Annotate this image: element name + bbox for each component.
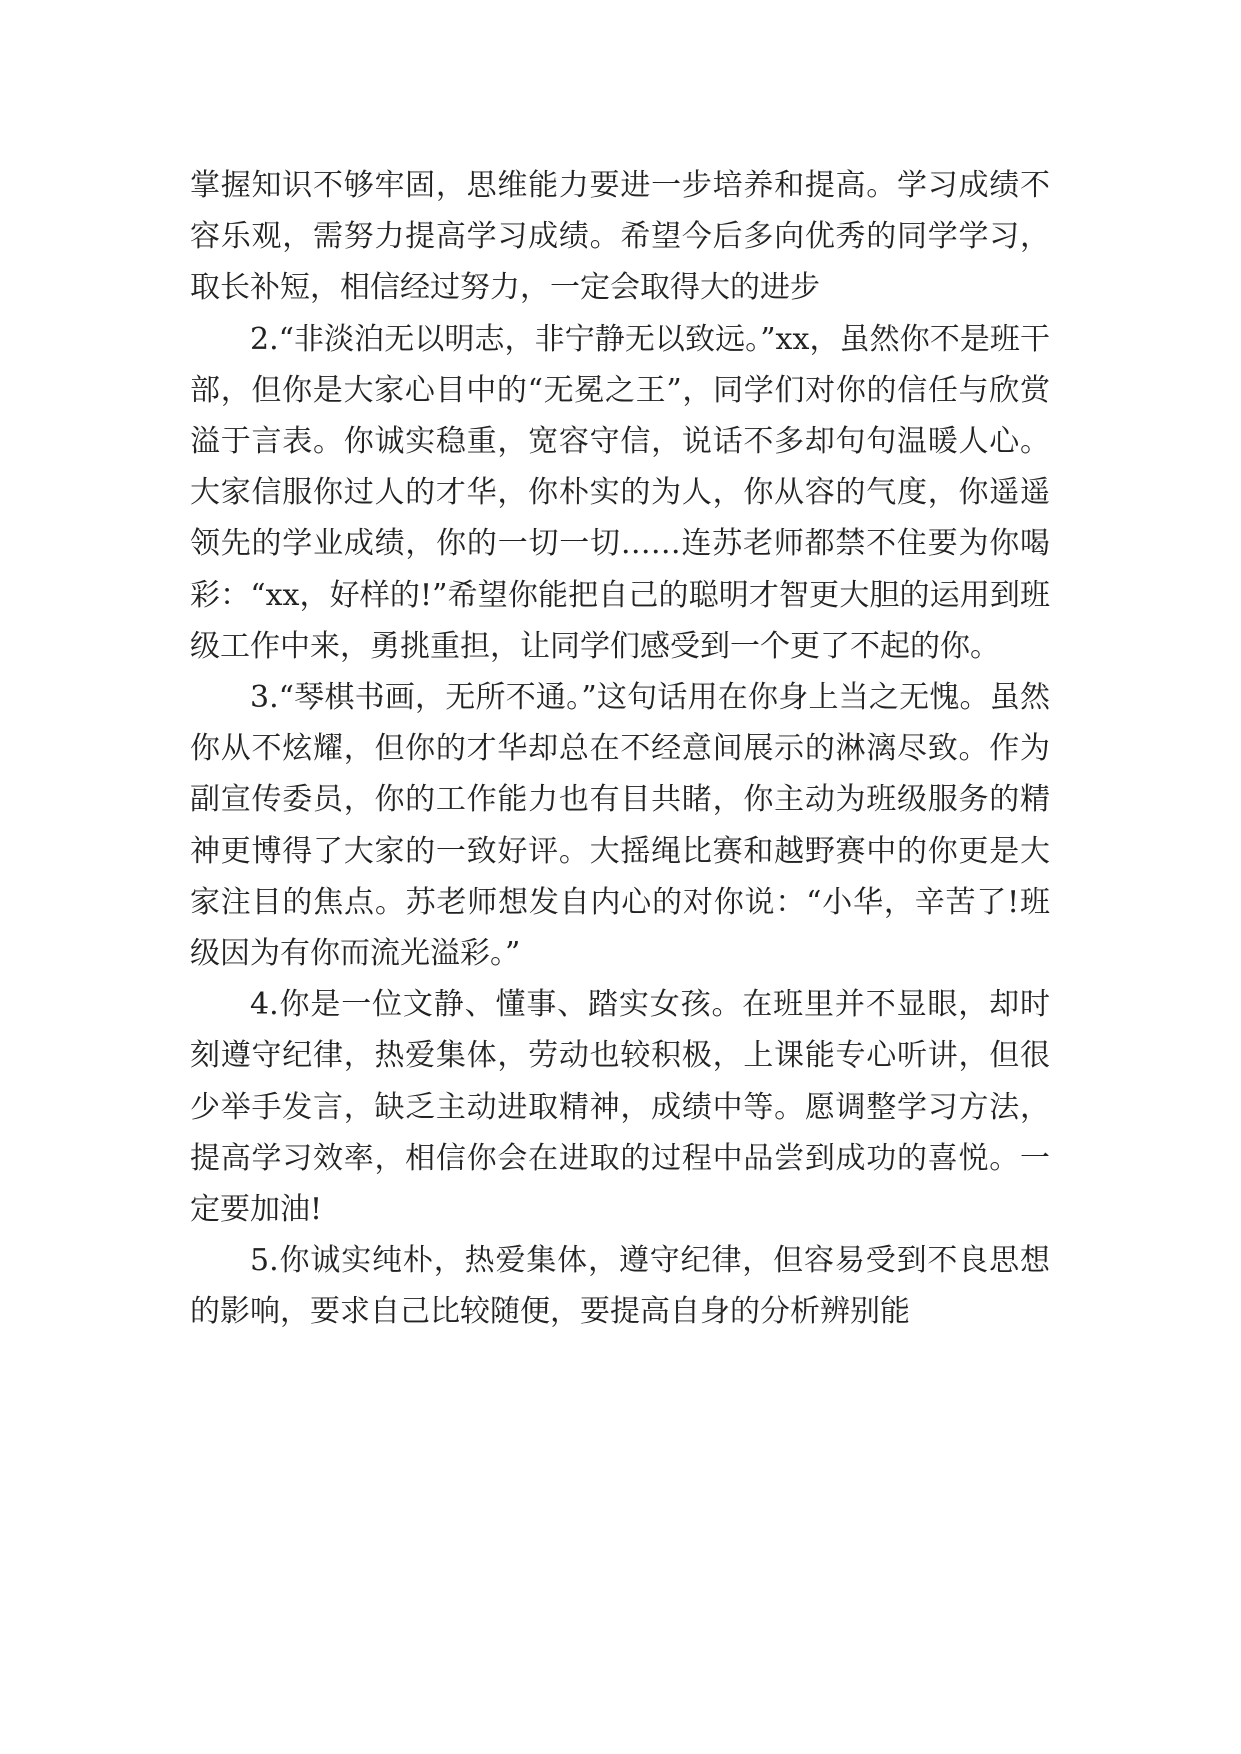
paragraph-4: 4.你是一位文静、懂事、踏实女孩。在班里并不显眼，却时刻遵守纪律，热爱集体，劳动也较积极，上课能专心听讲，但很少举手发言，缺乏主动进取精神，成绩中等。愿调整学习方法，提高学习效率，相信你会在进取的过程中品尝到成功的喜悦。一定要加油!: [190, 987, 1050, 1228]
paragraph-2: 2.“非淡泊无以明志，非宁静无以致远。”xx，虽然你不是班干部，但你是大家心目中的“无冕之王”，同学们对你的信任与欣赏溢于言表。你诚实稳重，宽容守信，说话不多却句句温暖人心。大家信服你过人的才华，你朴实的为人，你从容的气度，你遥遥领先的学业成绩，你的一切一切……连苏老师都禁不住要为你喝彩：“xx，好样的!”希望你能把自己的聪明才智更大胆的运用到班级工作中来，勇挑重担，让同学们感受到一个更了不起的你。: [190, 321, 1050, 664]
paragraph-5: 5.你诚实纯朴，热爱集体，遵守纪律，但容易受到不良思想的影响，要求自己比较随便，要提高自身的分析辨别能: [190, 1243, 1050, 1330]
paragraph-3: 3.“琴棋书画，无所不通。”这句话用在你身上当之无愧。虽然你从不炫耀，但你的才华却总在不经意间展示的淋漓尽致。作为副宣传委员，你的工作能力也有目共睹，你主动为班级服务的精神更博得了大家的一致好评。大摇绳比赛和越野赛中的你更是大家注目的焦点。苏老师想发自内心的对你说：“小华，辛苦了!班级因为有你而流光溢彩。”: [190, 680, 1050, 972]
document-body: [190, 160, 1050, 1338]
paragraph-1: 掌握知识不够牢固，思维能力要进一步培养和提高。学习成绩不容乐观，需努力提高学习成绩。希望今后多向优秀的同学学习，取长补短，相信经过努力，一定会取得大的进步: [190, 168, 1050, 306]
